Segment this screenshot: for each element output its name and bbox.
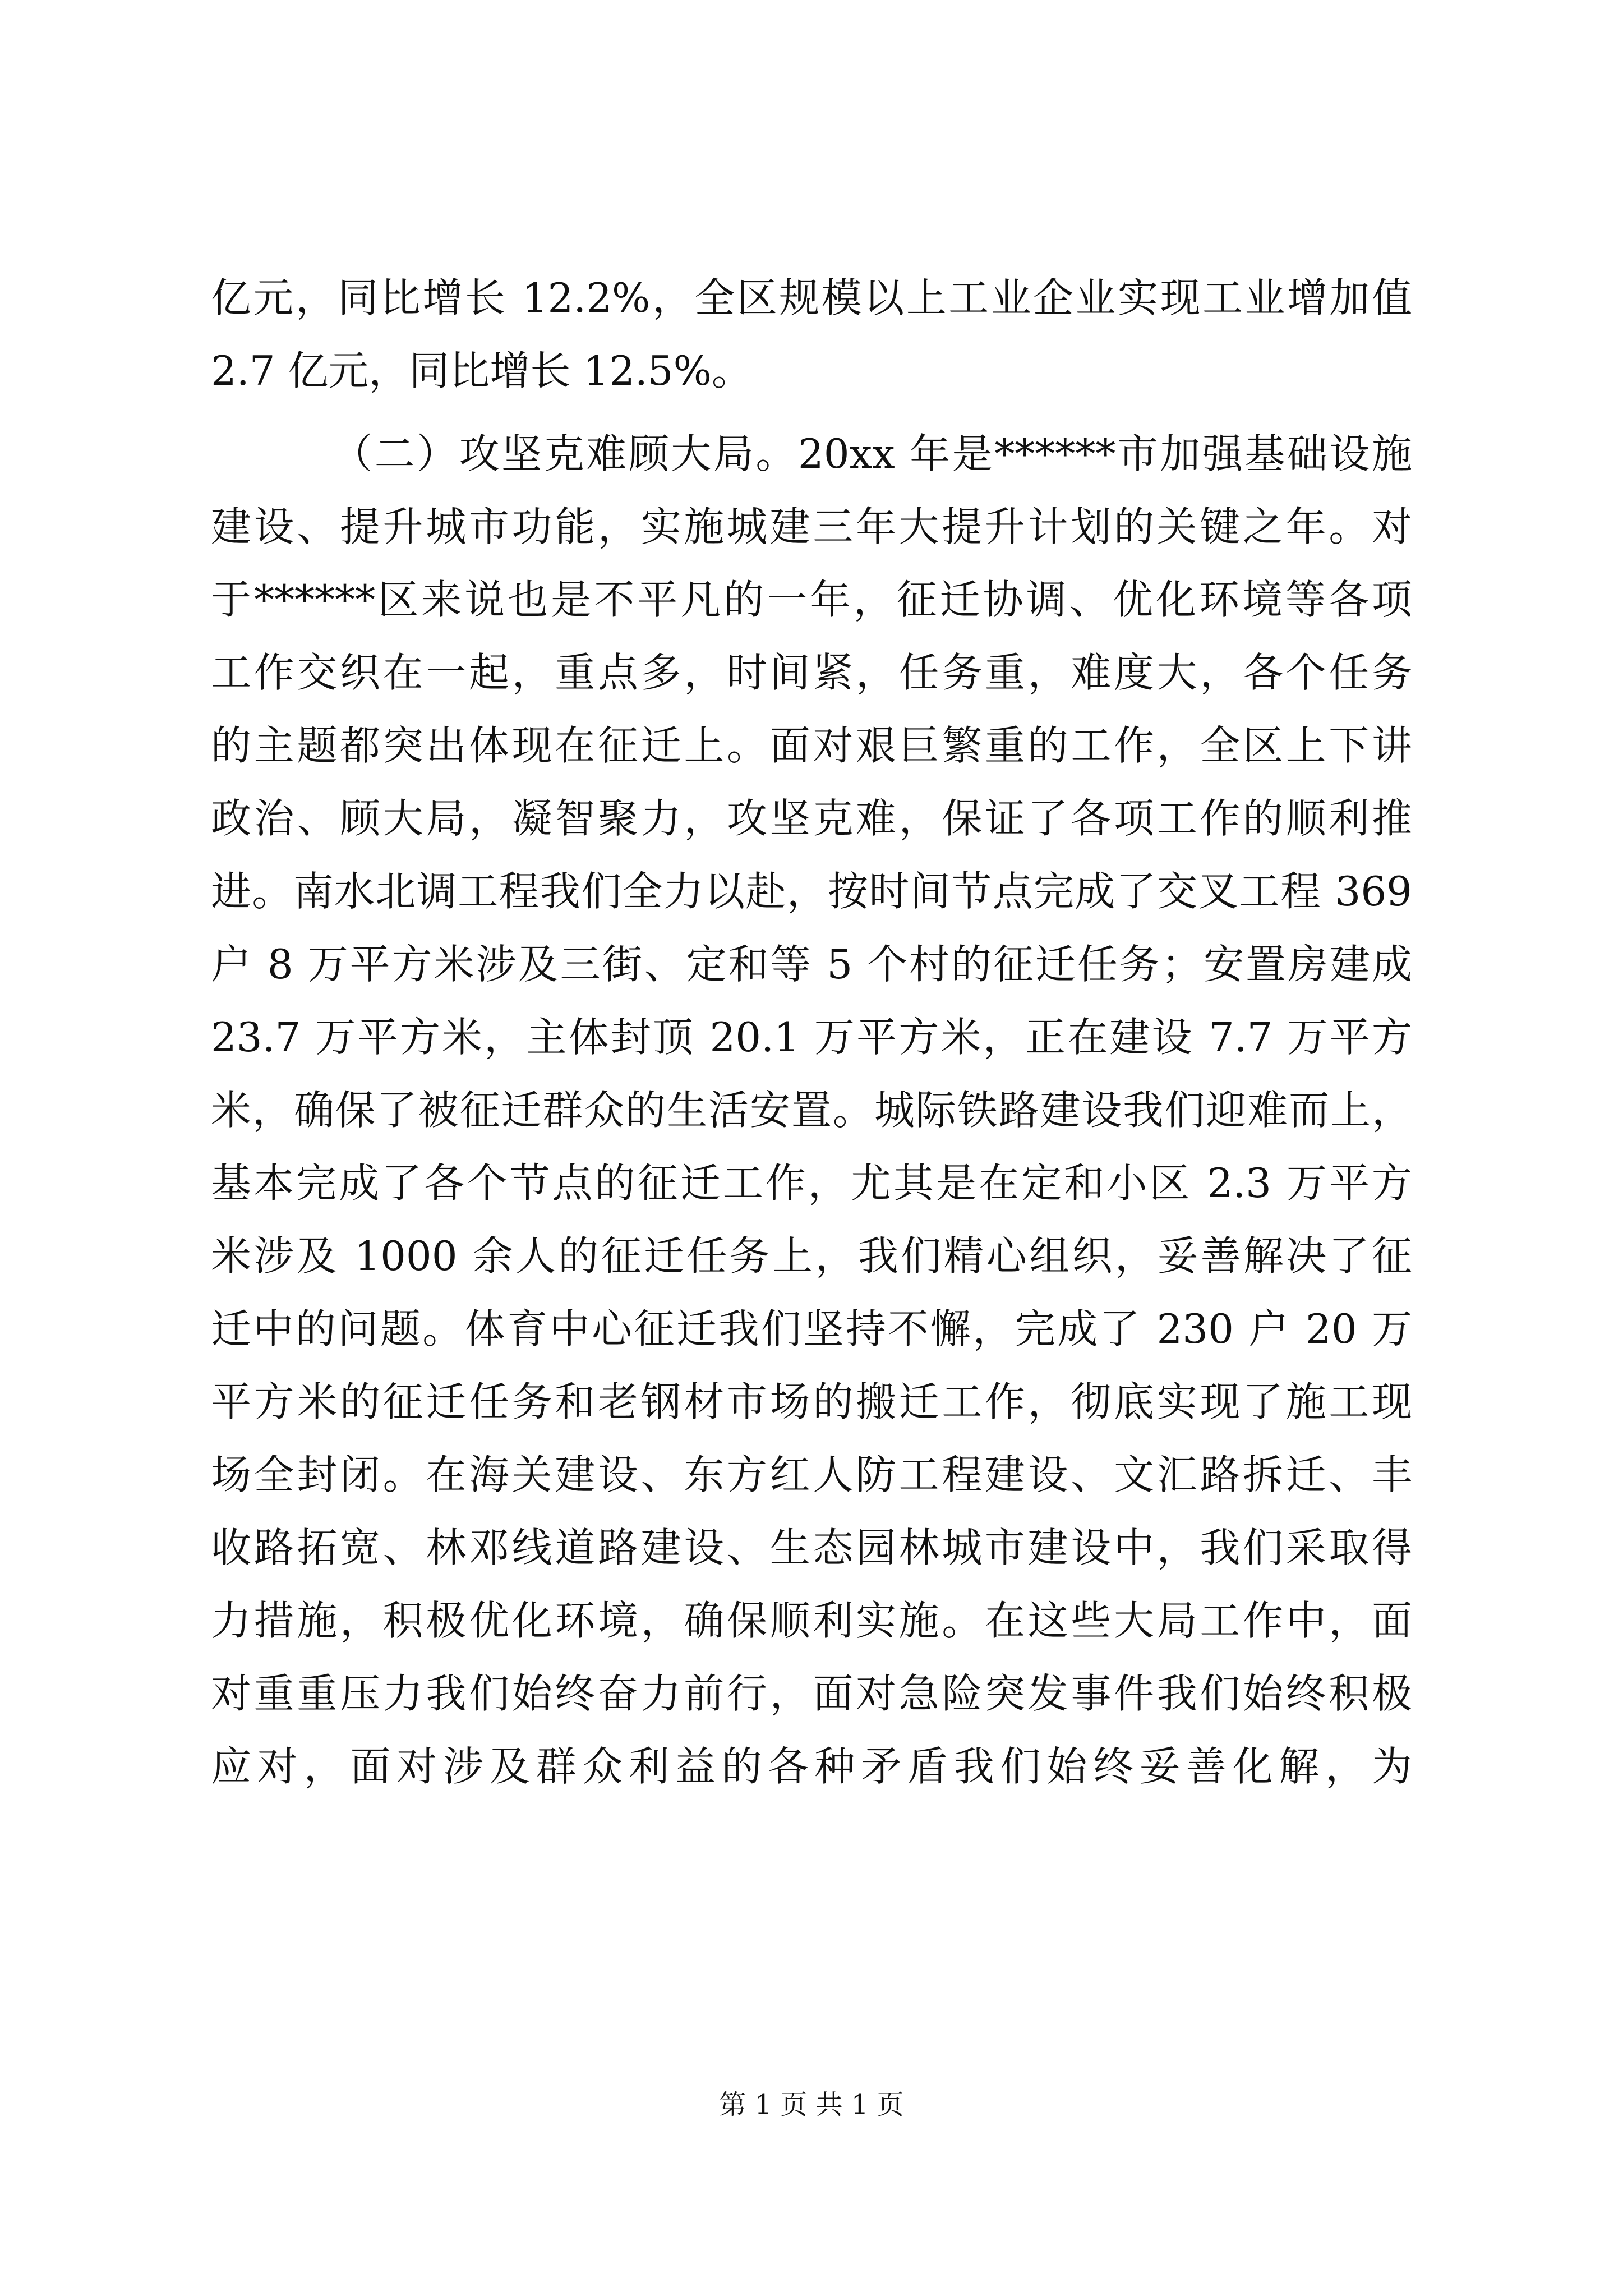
paragraph-2-line-5: 的主题都突出体现在征迁上。面对艰巨繁重的工作，全区上下讲	[211, 722, 1412, 769]
paragraph-2-line-6: 政治、顾大局，凝智聚力，攻坚克难，保证了各项工作的顺利推	[211, 795, 1412, 842]
paragraph-2-line-7: 进。南水北调工程我们全力以赴，按时间节点完成了交叉工程 369	[211, 868, 1412, 915]
paragraph-2-line-4: 工作交织在一起，重点多，时间紧，任务重，难度大，各个任务	[211, 649, 1412, 696]
paragraph-2-line-11: 基本完成了各个节点的征迁工作，尤其是在定和小区 2.3 万平方	[211, 1159, 1412, 1207]
paragraph-2-line-3: 于******区来说也是不平凡的一年，征迁协调、优化环境等各项	[211, 576, 1412, 623]
paragraph-2-line-10: 米，确保了被征迁群众的生活安置。城际铁路建设我们迎难而上，	[211, 1087, 1412, 1134]
paragraph-2-line-17: 力措施，积极优化环境，确保顺利实施。在这些大局工作中，面	[211, 1597, 1412, 1644]
paragraph-2-line-2: 建设、提升城市功能，实施城建三年大提升计划的关键之年。对	[211, 503, 1412, 550]
paragraph-1-line-1: 亿元，同比增长 12.2%，全区规模以上工业企业实现工业增加值	[211, 274, 1412, 321]
paragraph-2-line-1: （二）攻坚克难顾大局。20xx 年是******市加强基础设施	[332, 430, 1412, 477]
paragraph-2-line-19: 应对，面对涉及群众利益的各种矛盾我们始终妥善化解，为	[211, 1743, 1412, 1790]
paragraph-2-line-14: 平方米的征迁任务和老钢材市场的搬迁工作，彻底实现了施工现	[211, 1378, 1412, 1425]
paragraph-2-line-15: 场全封闭。在海关建设、东方红人防工程建设、文汇路拆迁、丰	[211, 1451, 1412, 1498]
paragraph-2-line-12: 米涉及 1000 余人的征迁任务上，我们精心组织，妥善解决了征	[211, 1232, 1412, 1280]
paragraph-1-line-2: 2.7 亿元，同比增长 12.5%。	[211, 347, 753, 394]
paragraph-2-line-9: 23.7 万平方米，主体封顶 20.1 万平方米，正在建设 7.7 万平方	[211, 1014, 1412, 1061]
paragraph-2-line-16: 收路拓宽、林邓线道路建设、生态园林城市建设中，我们采取得	[211, 1524, 1412, 1571]
body-text	[211, 261, 1412, 1803]
page-footer: 第 1 页 共 1 页	[719, 2089, 904, 2120]
paragraph-2-line-13: 迁中的问题。体育中心征迁我们坚持不懈，完成了 230 户 20 万	[211, 1305, 1412, 1352]
paragraph-2-line-18: 对重重压力我们始终奋力前行，面对急险突发事件我们始终积极	[211, 1670, 1412, 1717]
paragraph-2-line-8: 户 8 万平方米涉及三街、定和等 5 个村的征迁任务；安置房建成	[211, 941, 1412, 988]
